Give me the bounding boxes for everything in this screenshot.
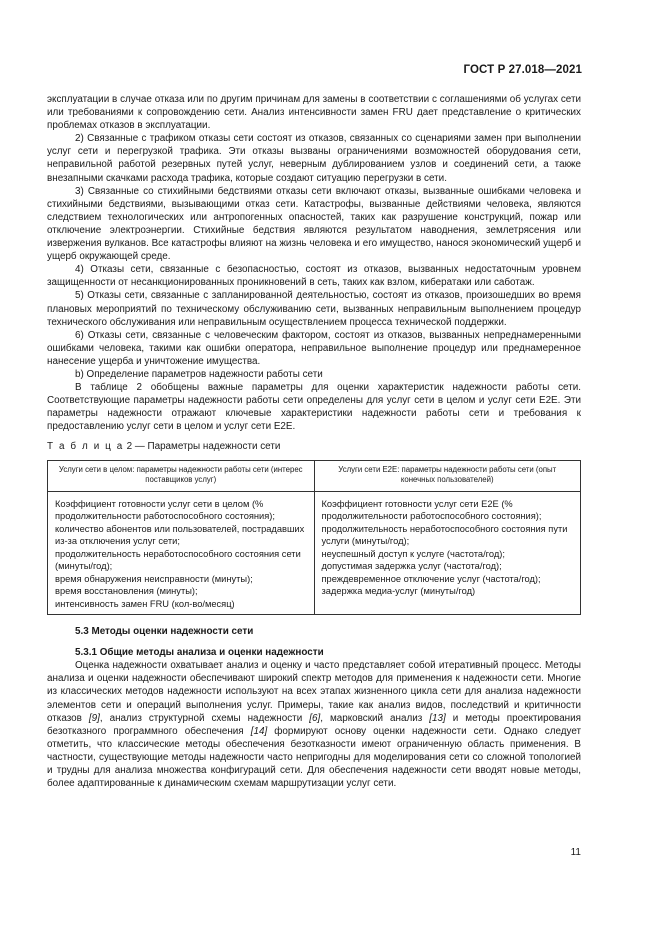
reference: [13] <box>429 712 446 724</box>
subsection-heading: 5.3.1 Общие методы анализа и оценки надежности <box>75 647 324 659</box>
table-header-row <box>48 460 581 491</box>
paragraph: 5) Отказы сети, связанные с запланированной деятельностью, состоят из отказов, произошедших во время плановых мероприятий по техническому обслуживанию сети, вызванных неправильным выполнением процедур технического обслуживания или неправильным осуществлением процесса технической поддержки. <box>47 290 581 328</box>
table-caption <box>47 440 581 453</box>
table-caption-label: Т а б л и ц а <box>47 441 124 453</box>
table-cell-left <box>48 491 315 615</box>
table-header-cell: Услуги сети в целом: параметры надежности работы сети (интерес поставщиков услуг) <box>48 460 315 491</box>
table-row <box>48 491 581 615</box>
reference: [9] <box>88 712 100 724</box>
page-number: 11 <box>570 847 581 858</box>
paragraph: 6) Отказы сети, связанные с человеческим фактором, состоят из отказов, вызванных непреднамеренными ошибками человека, такими как ошибки оператора, неправильное выполнение процедур или преднамеренное нанесение ущерба и уничтожение имущества. <box>47 329 581 367</box>
table-header-cell: Услуги сети E2E: параметры надежности работы сети (опыт конечных пользователей) <box>314 460 581 491</box>
text-run: формируют основу оценки надежности сети. Однако следует отметить, что классические методы обеспечения безотказности имеют ограниченную область применения. В частности, существующие методы надежности часто непригодны для моделирования сети со сложной топологией и трудны для анализа множества конфигураций сети. Для обеспечения надежности сети вводят новые методы, более адаптированные к динамическим схемам маршрутизации услуг сети. <box>47 725 582 790</box>
list-item: Коэффициент готовности услуг сети в целом (% продолжительности работоспособного состояния); <box>55 498 275 522</box>
table-cell-right <box>314 491 581 615</box>
parameters-table <box>47 460 581 616</box>
text-run: Оценка надежности охватывает анализ и оценку и часто представляет собой итеративный процесс. Методы анализа и оценки надежности обеспечивают широкий спектр методов для применения к надежности сети. Многие из классических методов надежности используют на всех этапах жизненного цикла сети для анализа надежности элементов сети и операций выполнения услуг. Примеры, такие как анализ видов, последствий и критичности отказов <box>47 660 581 724</box>
text-run: , анализ структурной схемы надежности <box>99 712 310 724</box>
table-caption-text: 2 — Параметры надежности сети <box>126 441 281 453</box>
list-item: время обнаружения неисправности (минуты); <box>55 573 253 584</box>
paragraph: В таблице 2 обобщены важные параметры для оценки характеристик надежности работы сети. Соответствующие параметры надежности работы сети определены для услуг сети в целом и услуг сети E2E. Эти параметры надежности отражают ключевые характеристики надежности работы сети и требования к предоставлению услуг сети в целом и услуг сети E2E. <box>47 382 581 433</box>
paragraph: 2) Связанные с трафиком отказы сети состоят из отказов, связанных со сценариями замен при выполнении услуг сети и перегрузкой трафика. Эти отказы вызваны ограничениями возможностей оборудования сети, неправильной работой резервных путей услуг, неверным дублированием узлов и соединений сети, а также внезапными скачками расхода трафика, которые создают ситуацию перегрузки в сети. <box>47 133 581 184</box>
section-heading: 5.3 Методы оценки надежности сети <box>75 626 254 638</box>
list-item: преждевременное отключение услуг (частота/год); <box>321 573 541 584</box>
list-item: количество абонентов или пользователей, пострадавших из-за отключения услуг сети; <box>55 523 305 547</box>
paragraph: b) Определение параметров надежности работы сети <box>75 368 323 380</box>
paragraph: 4) Отказы сети, связанные с безопасностью, состоят из отказов, вызванных недостаточным уровнем защищенности от несанкционированных проникновений в сеть, таких как взлом, кибератаки или саботаж. <box>47 264 581 289</box>
list-item: допустимая задержка услуг (частота/год); <box>321 561 502 572</box>
list-item: продолжительность неработоспособного состояния пути услуги (минуты/год); <box>321 523 568 547</box>
standard-header: ГОСТ Р 27.018—2021 <box>463 64 582 76</box>
paragraph <box>47 659 581 790</box>
paragraph: эксплуатации в случае отказа или по другим причинам для замены в соответствии с соглашениями об услугах сети или требованиями к сопровождению сети. Анализ интенсивности замен FRU дает представление о критических проблемах отказов в эксплуатации. <box>47 94 581 132</box>
list-item: продолжительность неработоспособного состояния сети (минуты/год); <box>55 548 301 572</box>
text-run: и методы проектирования безотказного программного обеспечения <box>47 712 582 737</box>
list-item: Коэффициент готовности услуг сети E2E (% продолжительности работоспособного состояния); <box>321 498 542 522</box>
reference: [6] <box>309 712 321 724</box>
list-item: задержка медиа-услуг (минуты/год) <box>321 586 476 597</box>
list-item: неуспешный доступ к услуге (частота/год); <box>321 548 505 559</box>
list-item: время восстановления (минуты); <box>55 586 198 597</box>
paragraph: 3) Связанные со стихийными бедствиями отказы сети включают отказы, вызванные ошибками человека и стихийными бедствиями, вызывающими отказ сети. Катастрофы, вызванные действиями человека, являются следствием технологических или антропогенных опасностей, таких как разрушение конструкций, пожар или отключение электроэнергии. Стихийные бедствия являются результатом наводнения, землетрясения или извержения вулканов. Все катастрофы влияют на жизнь человека и его имущество, нанося экономический ущерб и ущерб окружающей среде. <box>47 185 581 263</box>
list-item: интенсивность замен FRU (кол-во/месяц) <box>55 598 235 609</box>
text-run: , марковский анализ <box>320 712 430 724</box>
reference: [14] <box>250 725 268 737</box>
body-text <box>47 93 581 790</box>
